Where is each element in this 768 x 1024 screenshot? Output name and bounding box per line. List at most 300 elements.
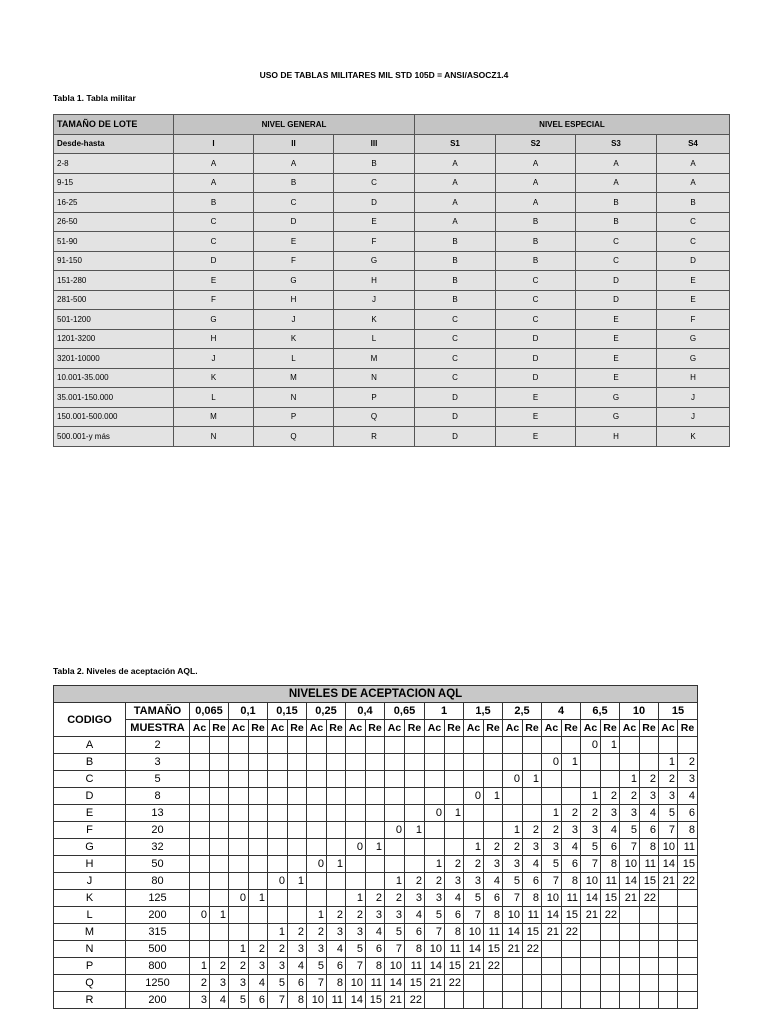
aql-level-header: 2,5	[503, 703, 542, 720]
empty-cell	[229, 839, 249, 856]
sample-size-header-2: MUESTRA	[126, 720, 190, 737]
ac-value: 21	[581, 907, 601, 924]
ac-value: 10	[307, 992, 327, 1009]
empty-cell	[542, 992, 562, 1009]
sample-size-cell: 3	[126, 754, 190, 771]
code-letter-cell: A	[576, 173, 657, 193]
ac-value: 1	[307, 907, 327, 924]
ac-value: 7	[307, 975, 327, 992]
ac-value: 7	[346, 958, 366, 975]
re-value: 8	[405, 941, 425, 958]
ac-value: 1	[542, 805, 562, 822]
table-row	[54, 822, 698, 839]
ac-value: 0	[581, 737, 601, 754]
empty-cell	[640, 924, 659, 941]
empty-cell	[190, 822, 210, 839]
empty-cell	[190, 941, 210, 958]
ac-value: 2	[464, 856, 484, 873]
empty-cell	[503, 737, 523, 754]
empty-cell	[445, 754, 464, 771]
code-letter-cell: Q	[334, 407, 415, 427]
empty-cell	[484, 737, 503, 754]
code-letter-cell: B	[174, 193, 254, 213]
re-header: Re	[210, 720, 229, 737]
ac-value: 2	[385, 890, 405, 907]
code-letter-cell: E	[334, 212, 415, 232]
ac-value: 14	[346, 992, 366, 1009]
ac-value: 21	[464, 958, 484, 975]
empty-cell	[210, 788, 229, 805]
code-letter-cell: D	[174, 251, 254, 271]
empty-cell	[425, 788, 445, 805]
re-value: 6	[484, 890, 503, 907]
code-cell: F	[54, 822, 126, 839]
code-letter-cell: J	[254, 310, 334, 330]
code-letter-cell: C	[576, 232, 657, 252]
code-letter-cell: D	[334, 193, 415, 213]
code-cell: H	[54, 856, 126, 873]
code-letter-cell: P	[254, 407, 334, 427]
subheader-cell: II	[254, 134, 334, 154]
code-letter-cell: A	[496, 173, 576, 193]
empty-cell	[523, 788, 542, 805]
re-value: 15	[640, 873, 659, 890]
code-letter-cell: A	[657, 173, 730, 193]
re-value: 3	[601, 805, 620, 822]
ac-value: 0	[385, 822, 405, 839]
sample-size-cell: 200	[126, 992, 190, 1009]
code-letter-cell: F	[174, 290, 254, 310]
empty-cell	[405, 805, 425, 822]
code-letter-cell: D	[254, 212, 334, 232]
lot-range-cell: 51-90	[54, 232, 174, 252]
re-value: 11	[523, 907, 542, 924]
aql-title-row	[54, 686, 698, 703]
empty-cell	[640, 975, 659, 992]
empty-cell	[327, 839, 346, 856]
re-value: 8	[445, 924, 464, 941]
empty-cell	[678, 975, 698, 992]
empty-cell	[307, 754, 327, 771]
code-letter-cell: K	[174, 368, 254, 388]
ac-header: Ac	[190, 720, 210, 737]
ac-value: 2	[542, 822, 562, 839]
code-letter-cell: K	[254, 329, 334, 349]
code-letter-cell: E	[496, 388, 576, 408]
empty-cell	[288, 788, 307, 805]
empty-cell	[678, 890, 698, 907]
sample-size-cell: 50	[126, 856, 190, 873]
table-row	[54, 251, 730, 271]
code-letter-cell: E	[576, 329, 657, 349]
code-letter-cell: C	[415, 310, 496, 330]
subheader-cell: S1	[415, 134, 496, 154]
subheader-cell: S4	[657, 134, 730, 154]
ac-value: 10	[385, 958, 405, 975]
sample-size-cell: 80	[126, 873, 190, 890]
aql-level-header: 1,5	[464, 703, 503, 720]
empty-cell	[640, 907, 659, 924]
empty-cell	[562, 992, 581, 1009]
re-value: 11	[678, 839, 698, 856]
sample-size-cell: 2	[126, 737, 190, 754]
empty-cell	[307, 788, 327, 805]
empty-cell	[327, 771, 346, 788]
code-letter-cell: B	[496, 232, 576, 252]
code-header: CODIGO	[54, 703, 126, 737]
aql-level-header: 10	[620, 703, 659, 720]
re-value: 6	[366, 941, 385, 958]
code-letter-cell: C	[496, 310, 576, 330]
table-row	[54, 154, 730, 174]
re-value: 15	[366, 992, 385, 1009]
ac-value: 3	[581, 822, 601, 839]
empty-cell	[620, 958, 640, 975]
empty-cell	[229, 873, 249, 890]
empty-cell	[542, 975, 562, 992]
empty-cell	[288, 822, 307, 839]
ac-value: 3	[346, 924, 366, 941]
empty-cell	[288, 754, 307, 771]
empty-cell	[190, 924, 210, 941]
table-row	[54, 754, 698, 771]
empty-cell	[190, 754, 210, 771]
aql-table	[53, 685, 698, 1009]
code-cell: P	[54, 958, 126, 975]
code-letter-cell: C	[657, 232, 730, 252]
code-letter-cell: K	[657, 427, 730, 447]
re-value: 2	[366, 890, 385, 907]
ac-value: 3	[659, 788, 678, 805]
code-letter-cell: G	[657, 349, 730, 369]
re-value: 4	[523, 856, 542, 873]
ac-header: Ac	[229, 720, 249, 737]
empty-cell	[307, 890, 327, 907]
empty-cell	[484, 975, 503, 992]
re-value: 4	[249, 975, 268, 992]
lot-range-cell: 501-1200	[54, 310, 174, 330]
ac-value: 1	[464, 839, 484, 856]
ac-value: 3	[385, 907, 405, 924]
empty-cell	[464, 754, 484, 771]
re-value: 6	[445, 907, 464, 924]
code-letter-cell: D	[657, 251, 730, 271]
empty-cell	[385, 805, 405, 822]
empty-cell	[190, 788, 210, 805]
ac-value: 10	[542, 890, 562, 907]
code-letter-cell: B	[415, 251, 496, 271]
re-header: Re	[405, 720, 425, 737]
empty-cell	[601, 754, 620, 771]
ac-value: 1	[659, 754, 678, 771]
table-row	[54, 771, 698, 788]
empty-cell	[327, 890, 346, 907]
re-value: 15	[562, 907, 581, 924]
empty-cell	[210, 873, 229, 890]
subheader-cell: III	[334, 134, 415, 154]
code-letter-cell: E	[657, 290, 730, 310]
re-value: 8	[601, 856, 620, 873]
code-letter-cell: D	[415, 427, 496, 447]
empty-cell	[405, 788, 425, 805]
ac-value: 5	[464, 890, 484, 907]
code-letter-cell: E	[576, 368, 657, 388]
ac-value: 2	[620, 788, 640, 805]
lot-range-cell: 10.001-35.000	[54, 368, 174, 388]
ac-value: 0	[464, 788, 484, 805]
empty-cell	[190, 737, 210, 754]
ac-value: 5	[425, 907, 445, 924]
empty-cell	[268, 737, 288, 754]
empty-cell	[210, 754, 229, 771]
code-letter-cell: G	[254, 271, 334, 291]
empty-cell	[620, 941, 640, 958]
re-value: 15	[523, 924, 542, 941]
ac-value: 3	[464, 873, 484, 890]
ac-header: Ac	[620, 720, 640, 737]
ac-value: 0	[307, 856, 327, 873]
ac-value: 2	[307, 924, 327, 941]
empty-cell	[229, 907, 249, 924]
aql-level-header: 0,65	[385, 703, 425, 720]
re-value: 3	[288, 941, 307, 958]
code-letter-cell: B	[496, 212, 576, 232]
empty-cell	[307, 771, 327, 788]
table-row	[54, 737, 698, 754]
code-letter-cell: E	[576, 349, 657, 369]
re-value: 4	[678, 788, 698, 805]
empty-cell	[249, 924, 268, 941]
empty-cell	[385, 856, 405, 873]
re-header: Re	[601, 720, 620, 737]
re-value: 4	[288, 958, 307, 975]
re-value: 1	[445, 805, 464, 822]
re-header: Re	[484, 720, 503, 737]
sample-size-cell: 800	[126, 958, 190, 975]
code-letter-cell: C	[415, 329, 496, 349]
re-value: 1	[601, 737, 620, 754]
code-letter-cell: B	[657, 193, 730, 213]
code-letter-cell: D	[576, 290, 657, 310]
re-value: 11	[405, 958, 425, 975]
empty-cell	[640, 737, 659, 754]
re-value: 1	[484, 788, 503, 805]
empty-cell	[620, 992, 640, 1009]
empty-cell	[445, 839, 464, 856]
ac-value: 2	[229, 958, 249, 975]
empty-cell	[601, 941, 620, 958]
sample-size-cell: 32	[126, 839, 190, 856]
ac-value: 2	[268, 941, 288, 958]
re-value: 4	[484, 873, 503, 890]
sample-size-cell: 13	[126, 805, 190, 822]
ac-value: 2	[503, 839, 523, 856]
empty-cell	[288, 907, 307, 924]
ac-value: 5	[346, 941, 366, 958]
re-value: 6	[249, 992, 268, 1009]
empty-cell	[327, 805, 346, 822]
re-value: 4	[327, 941, 346, 958]
re-value: 6	[678, 805, 698, 822]
code-letter-cell: P	[334, 388, 415, 408]
re-value: 3	[562, 822, 581, 839]
sample-size-cell: 200	[126, 907, 190, 924]
ac-value: 3	[229, 975, 249, 992]
empty-cell	[581, 958, 601, 975]
empty-cell	[640, 958, 659, 975]
empty-cell	[210, 890, 229, 907]
code-letter-cell: G	[576, 407, 657, 427]
empty-cell	[405, 771, 425, 788]
re-value: 2	[678, 754, 698, 771]
re-value: 4	[405, 907, 425, 924]
empty-cell	[581, 754, 601, 771]
empty-cell	[268, 788, 288, 805]
table-row	[54, 193, 730, 213]
table-row	[54, 290, 730, 310]
empty-cell	[229, 771, 249, 788]
empty-cell	[640, 992, 659, 1009]
re-header: Re	[445, 720, 464, 737]
ac-header: Ac	[503, 720, 523, 737]
empty-cell	[601, 992, 620, 1009]
code-letter-cell: C	[496, 271, 576, 291]
re-value: 1	[210, 907, 229, 924]
re-value: 22	[678, 873, 698, 890]
re-value: 8	[562, 873, 581, 890]
code-letter-cell: F	[334, 232, 415, 252]
empty-cell	[581, 941, 601, 958]
code-letter-cell: D	[496, 368, 576, 388]
ac-value: 1	[346, 890, 366, 907]
re-value: 15	[445, 958, 464, 975]
sample-size-cell: 5	[126, 771, 190, 788]
code-letter-cell: E	[576, 310, 657, 330]
empty-cell	[268, 907, 288, 924]
empty-cell	[366, 805, 385, 822]
ac-re-row	[54, 720, 698, 737]
aql-level-header: 0,4	[346, 703, 385, 720]
re-value: 3	[484, 856, 503, 873]
empty-cell	[190, 805, 210, 822]
ac-value: 2	[346, 907, 366, 924]
empty-cell	[503, 805, 523, 822]
ac-value: 0	[503, 771, 523, 788]
ac-value: 7	[542, 873, 562, 890]
table-row	[54, 992, 698, 1009]
empty-cell	[229, 805, 249, 822]
code-letter-cell: H	[657, 368, 730, 388]
re-header: Re	[288, 720, 307, 737]
ac-header: Ac	[307, 720, 327, 737]
re-header: Re	[678, 720, 698, 737]
code-letter-cell: A	[415, 154, 496, 174]
ac-value: 1	[190, 958, 210, 975]
code-letter-cell: D	[496, 329, 576, 349]
empty-cell	[249, 754, 268, 771]
code-letter-cell: B	[415, 271, 496, 291]
empty-cell	[678, 941, 698, 958]
re-value: 3	[523, 839, 542, 856]
empty-cell	[229, 856, 249, 873]
table-row	[54, 212, 730, 232]
ac-value: 14	[503, 924, 523, 941]
ac-value: 14	[385, 975, 405, 992]
empty-cell	[601, 771, 620, 788]
ac-value: 7	[268, 992, 288, 1009]
code-letter-cell: A	[657, 154, 730, 174]
empty-cell	[601, 924, 620, 941]
code-letter-cell: L	[334, 329, 415, 349]
subheader-row	[54, 134, 730, 154]
empty-cell	[659, 737, 678, 754]
code-letter-cell: R	[334, 427, 415, 447]
table-row	[54, 788, 698, 805]
empty-cell	[385, 737, 405, 754]
re-value: 15	[405, 975, 425, 992]
ac-value: 10	[581, 873, 601, 890]
re-value: 1	[366, 839, 385, 856]
lot-range-cell: 150.001-500.000	[54, 407, 174, 427]
code-letter-cell: A	[415, 173, 496, 193]
re-value: 3	[678, 771, 698, 788]
empty-cell	[464, 737, 484, 754]
re-value: 6	[562, 856, 581, 873]
empty-cell	[210, 822, 229, 839]
re-value: 8	[327, 975, 346, 992]
code-letter-cell: G	[576, 388, 657, 408]
re-value: 11	[484, 924, 503, 941]
empty-cell	[562, 788, 581, 805]
ac-value: 1	[268, 924, 288, 941]
empty-cell	[562, 958, 581, 975]
ac-value: 10	[464, 924, 484, 941]
code-letter-cell: N	[174, 427, 254, 447]
empty-cell	[523, 737, 542, 754]
code-letter-cell: L	[254, 349, 334, 369]
code-letter-cell: B	[254, 173, 334, 193]
empty-cell	[327, 788, 346, 805]
ac-value: 14	[464, 941, 484, 958]
empty-cell	[190, 856, 210, 873]
empty-cell	[601, 958, 620, 975]
ac-value: 0	[268, 873, 288, 890]
ac-value: 7	[581, 856, 601, 873]
re-value: 6	[523, 873, 542, 890]
ac-value: 21	[620, 890, 640, 907]
aql-level-header: 4	[542, 703, 581, 720]
empty-cell	[659, 975, 678, 992]
empty-cell	[268, 822, 288, 839]
code-letter-cell: B	[576, 212, 657, 232]
aql-level-header: 6,5	[581, 703, 620, 720]
ac-value: 5	[581, 839, 601, 856]
ac-header: Ac	[346, 720, 366, 737]
re-value: 22	[484, 958, 503, 975]
sample-size-cell: 315	[126, 924, 190, 941]
re-value: 22	[640, 890, 659, 907]
ac-value: 7	[620, 839, 640, 856]
ac-value: 7	[385, 941, 405, 958]
re-value: 11	[366, 975, 385, 992]
code-letter-cell: Q	[254, 427, 334, 447]
empty-cell	[288, 856, 307, 873]
empty-cell	[366, 771, 385, 788]
aql-level-header: 0,15	[268, 703, 307, 720]
table-row	[54, 958, 698, 975]
ac-value: 7	[425, 924, 445, 941]
empty-cell	[581, 975, 601, 992]
